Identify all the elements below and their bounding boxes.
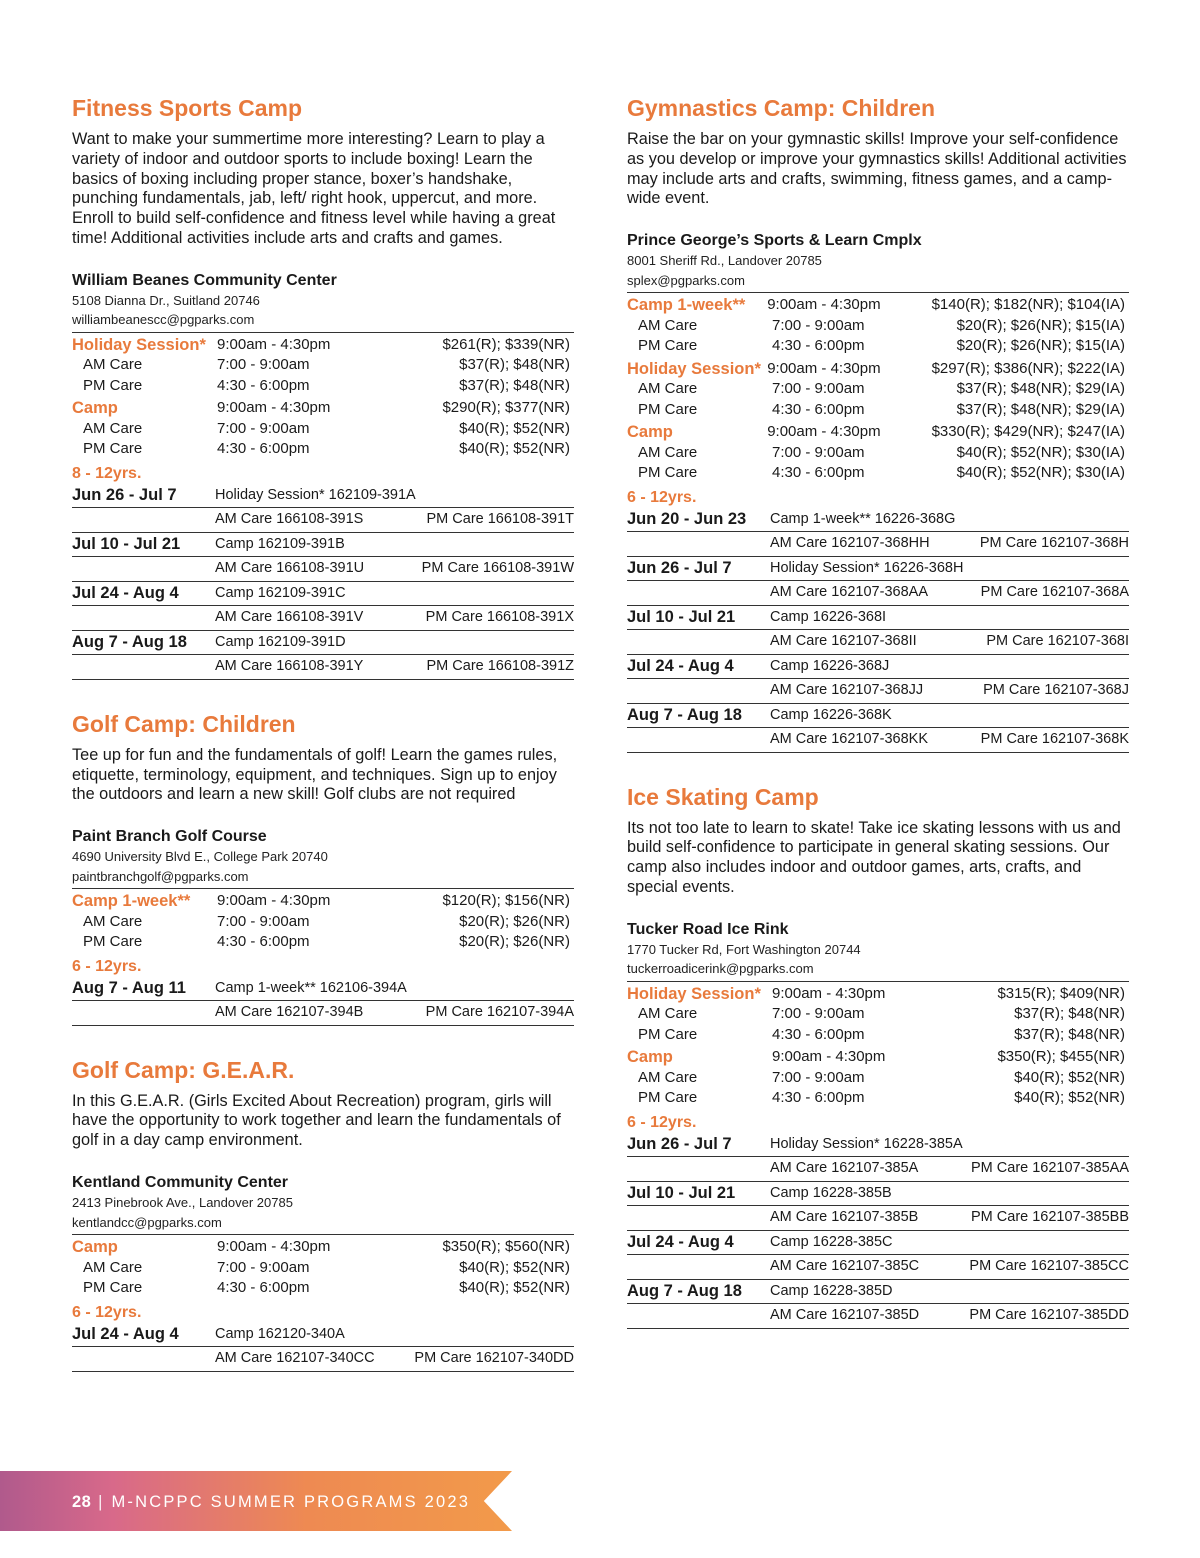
session xyxy=(627,704,1129,753)
session-pm-care: PM Care 166108-391T xyxy=(426,511,574,528)
am-care-fee-row xyxy=(627,1004,1129,1025)
am-care-time: 7:00 - 9:00am xyxy=(217,912,310,930)
session-row xyxy=(72,631,574,656)
location-address: 2413 Pinebrook Ave., Landover 20785 xyxy=(72,1195,293,1211)
session-care-row xyxy=(627,1255,1129,1280)
session-row xyxy=(627,655,1129,680)
fee-row xyxy=(627,295,1129,316)
fee-row xyxy=(72,335,574,356)
session-am-care: AM Care 162107-368AA xyxy=(770,584,928,601)
pm-care-price: $37(R); $48(NR); $29(IA) xyxy=(956,400,1125,418)
session-dates: Jun 20 - Jun 23 xyxy=(627,509,747,528)
session-spacer xyxy=(627,1157,770,1181)
fee-row xyxy=(72,891,574,912)
fee-row xyxy=(627,1047,1129,1068)
pm-care-fee-row xyxy=(72,376,574,397)
fee-price: $330(R); $429(NR); $247(IA) xyxy=(931,423,1125,441)
session-row xyxy=(627,1182,1129,1207)
pm-care-label: PM Care xyxy=(638,1089,698,1107)
session-am-care: AM Care 162107-385D xyxy=(770,1307,920,1324)
session-am-care: AM Care 166108-391S xyxy=(215,511,364,528)
session-pm-care: PM Care 162107-385AA xyxy=(971,1160,1129,1177)
am-care-time: 7:00 - 9:00am xyxy=(772,443,865,461)
session-pm-care: PM Care 162107-368A xyxy=(980,584,1129,601)
session-course: Camp 16226-368K xyxy=(770,706,892,723)
fee-time: 9:00am - 4:30pm xyxy=(772,1048,886,1066)
fee-table xyxy=(627,984,1129,1109)
session-spacer xyxy=(72,606,215,630)
session-row xyxy=(627,704,1129,729)
am-care-time: 7:00 - 9:00am xyxy=(772,316,865,334)
location-address: 4690 University Blvd E., College Park 20740 xyxy=(72,849,328,865)
session-care-row xyxy=(72,557,574,582)
am-care-fee-row xyxy=(72,355,574,376)
session-row xyxy=(627,606,1129,631)
age-range: 8 - 12yrs. xyxy=(72,464,142,482)
location-block xyxy=(72,271,574,333)
session xyxy=(627,1133,1129,1182)
am-care-price: $37(R); $48(NR) xyxy=(459,356,570,374)
fee-row xyxy=(72,1237,574,1258)
session-row xyxy=(72,533,574,558)
pm-care-label: PM Care xyxy=(638,464,698,482)
location-email: paintbranchgolf@pgparks.com xyxy=(72,868,249,884)
session-pm-care: PM Care 162107-340DD xyxy=(414,1350,574,1367)
session-spacer xyxy=(72,1347,215,1371)
session xyxy=(627,1182,1129,1231)
session-am-care: AM Care 166108-391Y xyxy=(215,658,364,675)
fee-row xyxy=(627,984,1129,1005)
location-block xyxy=(72,827,574,889)
session-course: Camp 162109-391D xyxy=(215,633,346,650)
fee-group xyxy=(627,359,1129,421)
program-title: Golf Camp: Children xyxy=(72,710,296,737)
session-row xyxy=(627,1280,1129,1305)
session-spacer xyxy=(627,1255,770,1279)
session-row xyxy=(627,508,1129,533)
pm-care-label: PM Care xyxy=(83,933,143,951)
session-row xyxy=(72,977,574,1002)
am-care-fee-row xyxy=(72,1258,574,1279)
pm-care-price: $37(R); $48(NR) xyxy=(459,376,570,394)
am-care-label: AM Care xyxy=(638,443,698,461)
pm-care-price: $20(R); $26(NR) xyxy=(459,933,570,951)
fee-price: $140(R); $182(NR); $104(IA) xyxy=(931,296,1125,314)
session-spacer xyxy=(627,532,770,556)
pm-care-price: $40(R); $52(NR) xyxy=(459,440,570,458)
session-am-care: AM Care 162107-385C xyxy=(770,1258,920,1275)
pm-care-price: $40(R); $52(NR) xyxy=(459,1279,570,1297)
session-course: Camp 162109-391B xyxy=(215,535,345,552)
age-range: 6 - 12yrs. xyxy=(72,1303,142,1321)
program-title: Gymnastics Camp: Children xyxy=(627,95,936,121)
pm-care-price: $40(R); $52(NR); $30(IA) xyxy=(956,464,1125,482)
location-name: William Beanes Community Center xyxy=(72,271,337,289)
session xyxy=(72,631,574,680)
session-spacer xyxy=(72,508,215,532)
session xyxy=(627,508,1129,557)
fee-label: Holiday Session* xyxy=(627,984,761,1003)
session-dates: Jul 24 - Aug 4 xyxy=(627,1232,734,1251)
session-care-row xyxy=(627,679,1129,704)
session-pm-care: PM Care 166108-391X xyxy=(425,609,574,626)
fee-group xyxy=(72,335,574,397)
left-column xyxy=(72,92,574,1400)
session-row xyxy=(72,582,574,607)
session-care-row xyxy=(627,630,1129,655)
session-dates: Aug 7 - Aug 11 xyxy=(72,978,186,997)
pm-care-time: 4:30 - 6:00pm xyxy=(217,933,310,951)
session-dates: Aug 7 - Aug 18 xyxy=(627,705,742,724)
session xyxy=(72,977,574,1026)
session-pm-care: PM Care 166108-391W xyxy=(421,560,574,577)
location-name: Paint Branch Golf Course xyxy=(72,828,267,846)
program-section xyxy=(627,781,1129,1329)
session-dates: Jul 10 - Jul 21 xyxy=(627,1183,736,1202)
session-dates: Jul 24 - Aug 4 xyxy=(627,656,734,675)
session-dates: Jun 26 - Jul 7 xyxy=(72,485,177,504)
session-course: Camp 16228-385B xyxy=(770,1184,892,1201)
session-spacer xyxy=(627,1206,770,1230)
session-pm-care: PM Care 162107-394A xyxy=(425,1004,574,1021)
program-title: Golf Camp: G.E.A.R. xyxy=(72,1056,295,1083)
location-address: 5108 Dianna Dr., Suitland 20746 xyxy=(72,292,260,308)
session-spacer xyxy=(72,1001,215,1025)
fee-price: $120(R); $156(NR) xyxy=(442,892,570,910)
am-care-price: $40(R); $52(NR) xyxy=(459,1258,570,1276)
session-dates: Aug 7 - Aug 18 xyxy=(627,1281,742,1300)
session-pm-care: PM Care 166108-391Z xyxy=(426,658,574,675)
session-row xyxy=(627,1133,1129,1158)
session-am-care: AM Care 162107-385B xyxy=(770,1209,919,1226)
location-block xyxy=(72,1173,574,1235)
am-care-price: $20(R); $26(NR) xyxy=(459,912,570,930)
am-care-label: AM Care xyxy=(83,912,143,930)
footer-title: M-NCPPC SUMMER PROGRAMS 2023 xyxy=(111,1493,471,1511)
session xyxy=(627,606,1129,655)
pm-care-label: PM Care xyxy=(83,440,143,458)
session-table xyxy=(627,508,1129,753)
program-description: Tee up for fun and the fundamentals of golf! Learn the games rules, etiquette, terminology, equipment, and techniques. Sign up to enjoy the outdoors and learn a new skill! Golf clubs are not required xyxy=(72,745,558,804)
pm-care-fee-row xyxy=(627,400,1129,421)
am-care-time: 7:00 - 9:00am xyxy=(217,419,310,437)
session-care-row xyxy=(72,1347,574,1372)
session-pm-care: PM Care 162107-385CC xyxy=(969,1258,1129,1275)
session-pm-care: PM Care 162107-368J xyxy=(983,682,1129,699)
pm-care-time: 4:30 - 6:00pm xyxy=(772,464,865,482)
fee-row xyxy=(627,422,1129,443)
footer xyxy=(72,1491,470,1513)
session-care-row xyxy=(72,606,574,631)
fee-table xyxy=(72,1237,574,1299)
session-table xyxy=(627,1133,1129,1329)
fee-time: 9:00am - 4:30pm xyxy=(767,359,881,377)
fee-time: 9:00am - 4:30pm xyxy=(772,984,886,1002)
session-spacer xyxy=(627,1304,770,1328)
program-description: Raise the bar on your gymnastic skills! Improve your self-confidence as you develop or improve your gymnastics skills! Additional activities may include arts and crafts, swimming, fitness games, and a camp-wide event. xyxy=(627,130,1127,208)
location-address: 8001 Sheriff Rd., Landover 20785 xyxy=(627,253,822,269)
program-description: Its not too late to learn to skate! Take ice skating lessons with us and build self-confidence to participate in general skating sessions. Our camp also includes indoor and outdoor games, arts, crafts, and special events. xyxy=(627,818,1121,897)
session xyxy=(72,1323,574,1372)
session-care-row xyxy=(72,508,574,533)
pm-care-time: 4:30 - 6:00pm xyxy=(217,1279,310,1297)
session-course: Camp 16226-368J xyxy=(770,657,890,674)
fee-time: 9:00am - 4:30pm xyxy=(217,892,331,910)
fee-price: $290(R); $377(NR) xyxy=(442,399,570,417)
session xyxy=(627,557,1129,606)
session-dates: Jun 26 - Jul 7 xyxy=(627,558,732,577)
session-pm-care: PM Care 162107-385BB xyxy=(971,1209,1129,1226)
session-course: Camp 162109-391C xyxy=(215,584,346,601)
fee-time: 9:00am - 4:30pm xyxy=(217,399,331,417)
pm-care-label: PM Care xyxy=(83,376,143,394)
program-section xyxy=(72,92,574,680)
pm-care-price: $40(R); $52(NR) xyxy=(1014,1089,1125,1107)
age-range: 6 - 12yrs. xyxy=(72,957,142,975)
session-care-row xyxy=(627,1157,1129,1182)
fee-table xyxy=(627,295,1129,484)
program-description: In this G.E.A.R. (Girls Excited About Recreation) program, girls will have the opportunity to work together and learn the fundamentals of golf in a day camp environment. xyxy=(72,1091,561,1150)
session-pm-care: PM Care 162107-385DD xyxy=(969,1307,1129,1324)
location-block xyxy=(627,920,1129,982)
location-name: Tucker Road Ice Rink xyxy=(627,920,789,938)
fee-label: Camp xyxy=(72,399,118,418)
fee-group xyxy=(627,422,1129,484)
pm-care-label: PM Care xyxy=(638,1025,698,1043)
am-care-fee-row xyxy=(627,443,1129,464)
session xyxy=(627,1280,1129,1329)
session-pm-care: PM Care 162107-368K xyxy=(980,731,1129,748)
fee-time: 9:00am - 4:30pm xyxy=(767,423,881,441)
program-section xyxy=(627,92,1129,753)
location-address: 1770 Tucker Rd, Fort Washington 20744 xyxy=(627,941,861,957)
am-care-time: 7:00 - 9:00am xyxy=(772,1068,865,1086)
session-am-care: AM Care 162107-368II xyxy=(770,633,917,650)
fee-row xyxy=(627,359,1129,380)
pm-care-fee-row xyxy=(627,1088,1129,1109)
session-spacer xyxy=(72,655,215,679)
pm-care-fee-row xyxy=(72,1278,574,1299)
pm-care-time: 4:30 - 6:00pm xyxy=(217,376,310,394)
pm-care-time: 4:30 - 6:00pm xyxy=(217,440,310,458)
fee-group xyxy=(72,891,574,953)
am-care-label: AM Care xyxy=(83,356,143,374)
location-email: splex@pgparks.com xyxy=(627,272,745,288)
session-dates: Aug 7 - Aug 18 xyxy=(72,632,187,651)
session-row xyxy=(72,1323,574,1348)
am-care-label: AM Care xyxy=(638,380,698,398)
fee-group xyxy=(627,1047,1129,1109)
fee-group xyxy=(627,295,1129,357)
fee-group xyxy=(72,398,574,460)
session xyxy=(72,582,574,631)
session-am-care: AM Care 162107-368KK xyxy=(770,731,928,748)
am-care-price: $37(R); $48(NR) xyxy=(1014,1005,1125,1023)
session-pm-care: PM Care 162107-368H xyxy=(979,535,1129,552)
session-course: Camp 16228-385C xyxy=(770,1233,893,1250)
location-email: tuckerroadicerink@pgparks.com xyxy=(627,961,814,977)
am-care-price: $20(R); $26(NR); $15(IA) xyxy=(956,316,1125,334)
session-table xyxy=(72,484,574,680)
session-course: Camp 1-week** 162106-394A xyxy=(215,979,407,996)
pm-care-fee-row xyxy=(627,1025,1129,1046)
session-care-row xyxy=(627,728,1129,753)
am-care-time: 7:00 - 9:00am xyxy=(217,356,310,374)
pm-care-fee-row xyxy=(627,463,1129,484)
session xyxy=(627,655,1129,704)
pm-care-time: 4:30 - 6:00pm xyxy=(772,1025,865,1043)
am-care-fee-row xyxy=(72,419,574,440)
fee-group xyxy=(627,984,1129,1046)
am-care-fee-row xyxy=(627,379,1129,400)
session-spacer xyxy=(627,581,770,605)
am-care-label: AM Care xyxy=(638,1005,698,1023)
am-care-label: AM Care xyxy=(83,419,143,437)
pm-care-time: 4:30 - 6:00pm xyxy=(772,400,865,418)
session-course: Camp 16226-368I xyxy=(770,608,887,625)
session-course: Camp 162120-340A xyxy=(215,1325,345,1342)
am-care-fee-row xyxy=(627,1068,1129,1089)
am-care-label: AM Care xyxy=(83,1258,143,1276)
session-am-care: AM Care 166108-391U xyxy=(215,560,365,577)
session-dates: Jul 10 - Jul 21 xyxy=(72,534,181,553)
session-care-row xyxy=(627,532,1129,557)
fee-price: $350(R); $560(NR) xyxy=(442,1238,570,1256)
fee-label: Camp 1-week** xyxy=(627,296,746,315)
session-course: Holiday Session* 162109-391A xyxy=(215,486,416,503)
session-dates: Jul 24 - Aug 4 xyxy=(72,583,179,602)
fee-table xyxy=(72,891,574,953)
session-course: Camp 1-week** 16226-368G xyxy=(770,510,956,527)
fee-time: 9:00am - 4:30pm xyxy=(217,335,331,353)
session-am-care: AM Care 162107-368HH xyxy=(770,535,930,552)
am-care-time: 7:00 - 9:00am xyxy=(772,380,865,398)
session-spacer xyxy=(627,630,770,654)
session-spacer xyxy=(627,728,770,752)
am-care-price: $40(R); $52(NR) xyxy=(1014,1068,1125,1086)
pm-care-label: PM Care xyxy=(638,337,698,355)
program-title: Fitness Sports Camp xyxy=(72,95,303,121)
am-care-fee-row xyxy=(627,316,1129,337)
session xyxy=(72,484,574,533)
fee-group xyxy=(72,1237,574,1299)
fee-time: 9:00am - 4:30pm xyxy=(767,296,881,314)
session-row xyxy=(72,484,574,509)
pm-care-fee-row xyxy=(627,336,1129,357)
am-care-time: 7:00 - 9:00am xyxy=(217,1258,310,1276)
pm-care-price: $37(R); $48(NR) xyxy=(1014,1025,1125,1043)
am-care-time: 7:00 - 9:00am xyxy=(772,1005,865,1023)
fee-label: Camp 1-week** xyxy=(72,892,191,911)
fee-price: $315(R); $409(NR) xyxy=(997,984,1125,1002)
session-am-care: AM Care 162107-368JJ xyxy=(770,682,924,699)
session-am-care: AM Care 162107-385A xyxy=(770,1160,919,1177)
fee-table xyxy=(72,335,574,460)
age-range: 6 - 12yrs. xyxy=(627,488,697,506)
fee-row xyxy=(72,398,574,419)
fee-time: 9:00am - 4:30pm xyxy=(217,1238,331,1256)
am-care-price: $40(R); $52(NR); $30(IA) xyxy=(956,443,1125,461)
session-am-care: AM Care 162107-394B xyxy=(215,1004,364,1021)
location-email: kentlandcc@pgparks.com xyxy=(72,1214,222,1230)
session-care-row xyxy=(72,655,574,680)
fee-label: Camp xyxy=(72,1238,118,1257)
session-care-row xyxy=(72,1001,574,1026)
pm-care-label: PM Care xyxy=(638,400,698,418)
session-am-care: AM Care 166108-391V xyxy=(215,609,364,626)
session-course: Holiday Session* 16228-385A xyxy=(770,1135,963,1152)
session-dates: Jul 10 - Jul 21 xyxy=(627,607,736,626)
program-description: Want to make your summertime more interesting? Learn to play a variety of indoor and outdoor sports to include boxing! Learn the basics of boxing including proper stance, boxer’s handshake, punching fundamentals, jab, left/ right hook, uppercut, and more. Enroll to build self-confidence and fitness level while having a great time! Additional activities include arts and crafts and games. xyxy=(72,130,556,247)
session-table xyxy=(72,977,574,1026)
session-course: Camp 16228-385D xyxy=(770,1282,893,1299)
am-care-price: $37(R); $48(NR); $29(IA) xyxy=(956,380,1125,398)
fee-price: $350(R); $455(NR) xyxy=(997,1048,1125,1066)
session-am-care: AM Care 162107-340CC xyxy=(215,1350,375,1367)
session-care-row xyxy=(627,1206,1129,1231)
session-row xyxy=(627,557,1129,582)
session-dates: Jun 26 - Jul 7 xyxy=(627,1134,732,1153)
am-care-fee-row xyxy=(72,912,574,933)
am-care-price: $40(R); $52(NR) xyxy=(459,419,570,437)
session-spacer xyxy=(627,679,770,703)
location-name: Prince George’s Sports & Learn Cmplx xyxy=(627,232,922,250)
program-section xyxy=(72,1054,574,1372)
pm-care-time: 4:30 - 6:00pm xyxy=(772,1089,865,1107)
location-email: williambeanescc@pgparks.com xyxy=(72,312,255,328)
session xyxy=(627,1231,1129,1280)
pm-care-fee-row xyxy=(72,932,574,953)
age-range: 6 - 12yrs. xyxy=(627,1113,697,1131)
pm-care-price: $20(R); $26(NR); $15(IA) xyxy=(956,337,1125,355)
fee-label: Holiday Session* xyxy=(72,335,206,354)
fee-label: Holiday Session* xyxy=(627,359,761,378)
pm-care-fee-row xyxy=(72,439,574,460)
session-pm-care: PM Care 162107-368I xyxy=(986,633,1129,650)
fee-price: $297(R); $386(NR); $222(IA) xyxy=(931,359,1125,377)
pm-care-label: PM Care xyxy=(83,1279,143,1297)
fee-label: Camp xyxy=(627,1048,673,1067)
page-number: 28 xyxy=(72,1493,92,1511)
session-dates: Jul 24 - Aug 4 xyxy=(72,1324,179,1343)
session-care-row xyxy=(627,581,1129,606)
program-title: Ice Skating Camp xyxy=(627,783,819,810)
am-care-label: AM Care xyxy=(638,316,698,334)
session-care-row xyxy=(627,1304,1129,1329)
session-course: Holiday Session* 16226-368H xyxy=(770,559,964,576)
right-column xyxy=(627,92,1129,1357)
session xyxy=(72,533,574,582)
session-row xyxy=(627,1231,1129,1256)
session-spacer xyxy=(72,557,215,581)
program-section xyxy=(72,708,574,1026)
location-block xyxy=(627,231,1129,293)
fee-label: Camp xyxy=(627,423,673,442)
pm-care-time: 4:30 - 6:00pm xyxy=(772,337,865,355)
am-care-label: AM Care xyxy=(638,1068,698,1086)
location-name: Kentland Community Center xyxy=(72,1174,289,1192)
fee-price: $261(R); $339(NR) xyxy=(442,335,570,353)
footer-separator: | xyxy=(98,1493,105,1511)
session-table xyxy=(72,1323,574,1372)
